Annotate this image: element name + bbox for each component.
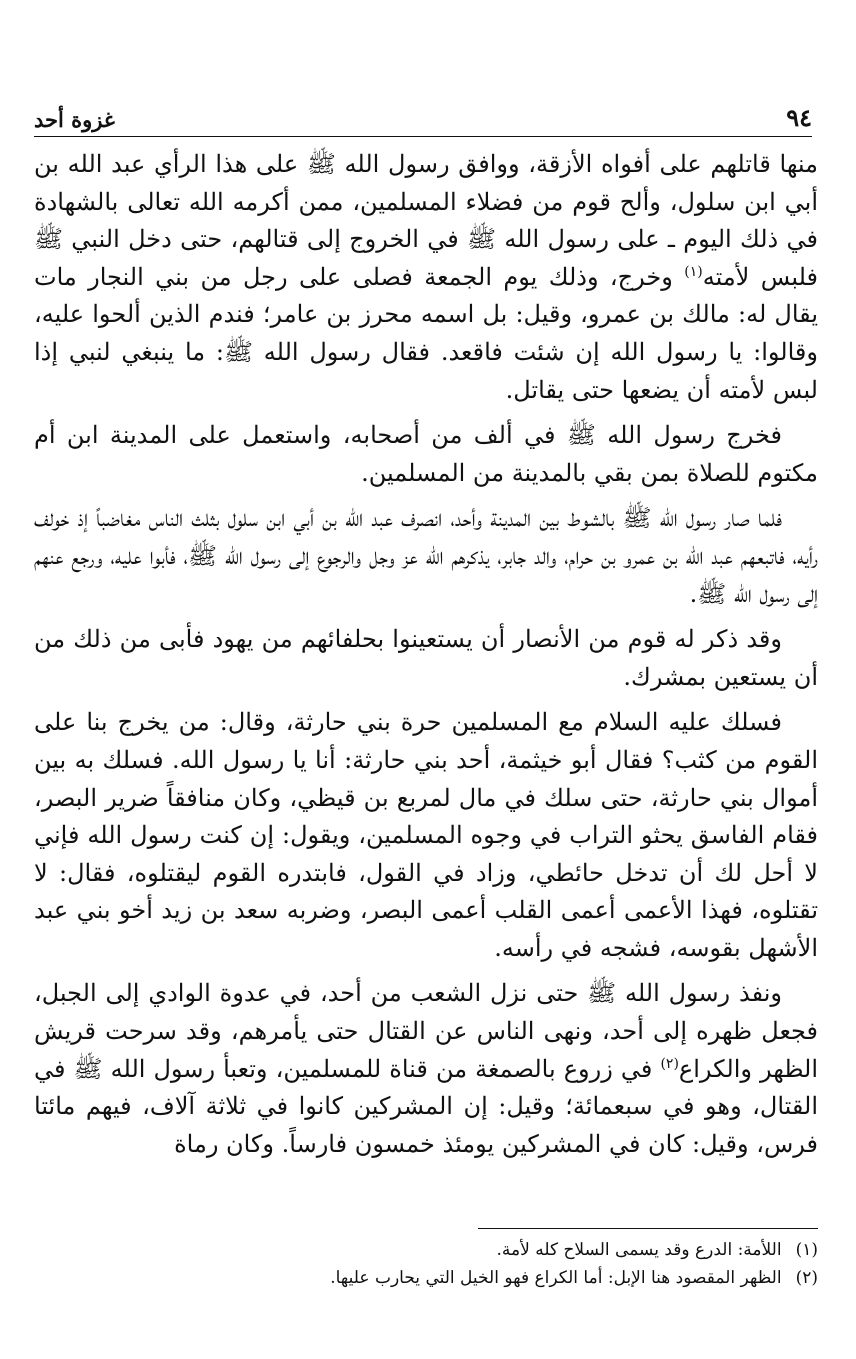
paragraph: وقد ذكر له قوم من الأنصار أن يستعينوا بحلفائهم من يهود فأبى من ذلك من أن يستعين بمشرك. [34, 625, 818, 691]
footnote-divider [478, 1228, 818, 1229]
paragraph: فلما صار رسول الله ﷺ بالشوط بين المدينة وأحد، انصرف عبد الله بن أبي ابن سلول بثلث الناس مغاضباً إذ خولف رأيه، فاتبعهم عبد الله بن عمرو بن حرام، والد جابر، يذكرهم الله عز وجل والرجوع إلى رسول الله ﷺ، فأبوا عليه، ورجع عنهم إلى رسول الله ﷺ. [34, 504, 818, 608]
page-number: ٩٤ [786, 103, 812, 132]
page-header [34, 98, 812, 137]
footnote-reference: (١) [684, 263, 703, 280]
footnote-marker: (١) [795, 1240, 818, 1260]
paragraph: فخرج رسول الله ﷺ في ألف من أصحابه، واستعمل على المدينة ابن أم مكتوم للصلاة بمن بقي بالمدينة من المسلمين. [34, 421, 818, 487]
paragraph: فسلك عليه السلام مع المسلمين حرة بني حارثة، وقال: من يخرج بنا على القوم من كثب؟ فقال أبو خيثمة، أحد بني حارثة: أنا يا رسول الله. فسلك به بين أموال بني حارثة، حتى سلك في مال لمربع بن قيظي، وكان منافقاً ضرير البصر، فقام الفاسق يحثو التراب في وجوه المسلمين، ويقول: إن كنت رسول الله فإني لا أحل لك أن تدخل حائطي، وزاد في القول، فابتدره القوم ليقتلوه، فقال: لا تقتلوه، فهذا الأعمى أعمى القلب أعمى البصر، وضربه سعد بن زيد أخو بني عبد الأشهل بقوسه، فشجه في رأسه. [34, 708, 818, 962]
footnote-text: اللأمة: الدرع وقد يسمى السلاح كله لأمة. [496, 1240, 782, 1260]
paragraph-text: ونفذ رسول الله ﷺ حتى نزل الشعب من أحد، في عدوة الوادي إلى الجبل، فجعل ظهره إلى أحد، ونهى الناس عن القتال حتى يأمرهم، وقد سرحت قريش الظهر والكراع [34, 979, 819, 1083]
footnote [34, 1264, 818, 1292]
body-text [34, 146, 818, 1171]
footnotes [34, 1236, 818, 1292]
paragraph-text: منها قاتلهم على أفواه الأزقة، ووافق رسول الله ﷺ على هذا الرأي عبد الله بن أبي ابن سلول، وألح قوم من فضلاء المسلمين، ممن أكرمه الله تعالى بالشهادة في ذلك اليوم ـ على رسول الله ﷺ في الخروج إلى قتالهم، حتى دخل النبي ﷺ فلبس لأمته [34, 150, 818, 291]
footnote [34, 1236, 818, 1264]
paragraph-text: وخرج، وذلك يوم الجمعة فصلى على رجل من بني النجار مات يقال له: مالك بن عمرو، وقيل: بل اسمه محرز بن عامر؛ فندم الذين ألحوا عليه، وقالوا: يا رسول الله إن شئت فاقعد. فقال رسول الله ﷺ: ما ينبغي لنبي إذا لبس لأمته أن يضعها حتى يقاتل. [34, 262, 818, 404]
paragraph-text: في زروع بالصمغة من قناة للمسلمين، وتعبأ رسول الله ﷺ في القتال، وهو في سبعمائة؛ وقيل: إن المشركين كانوا في ثلاثة آلاف، فيهم مائتا فرس، وقيل: كان في المشركين يومئذ خمسون فارساً. وكان رماة [34, 1054, 818, 1158]
footnote-text: الظهر المقصود هنا الإبل: أما الكراع فهو الخيل التي يحارب عليها. [330, 1268, 782, 1288]
footnote-marker: (٢) [795, 1268, 818, 1288]
running-title: غزوة أحد [34, 107, 115, 132]
footnote-reference: (٢) [660, 1055, 679, 1072]
paragraph [34, 146, 818, 409]
paragraph [34, 975, 818, 1163]
